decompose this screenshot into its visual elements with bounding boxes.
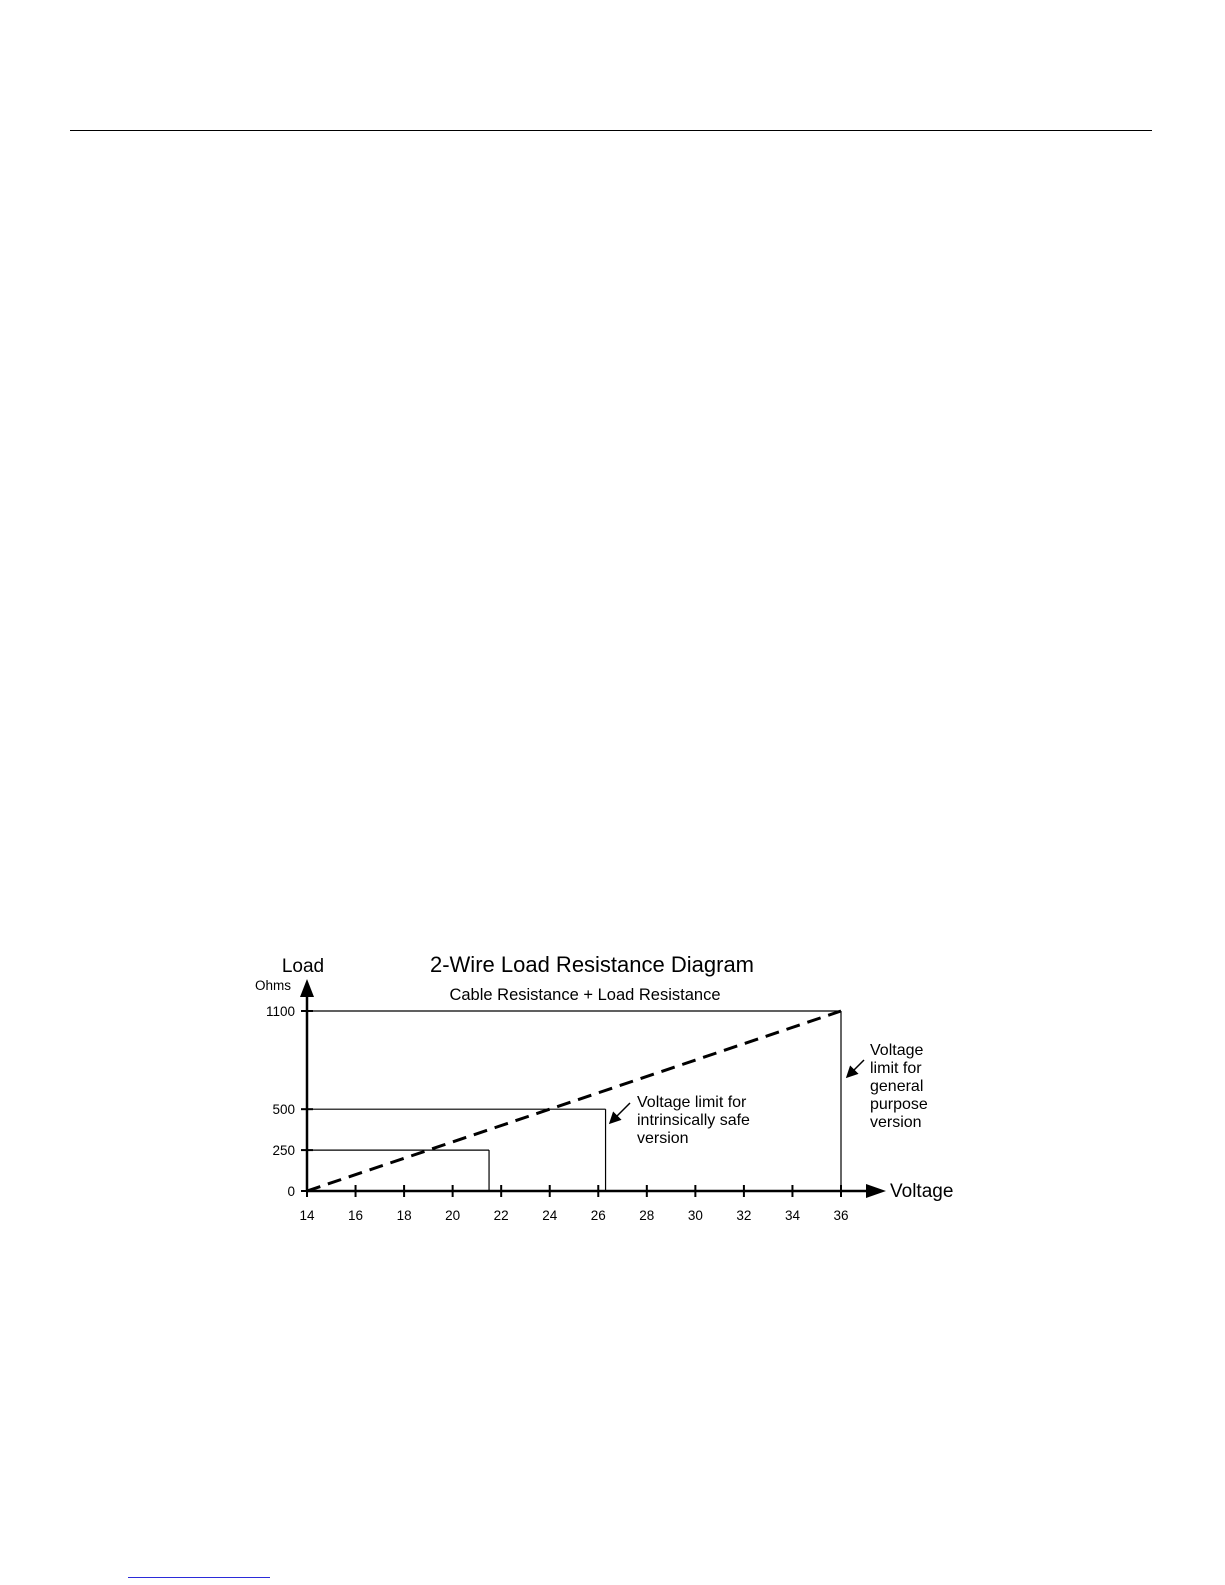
intrinsically-safe-line-3: version [637, 1130, 689, 1147]
general-purpose-line-5: version [870, 1114, 922, 1131]
x-tick-label-32: 32 [736, 1208, 752, 1223]
load-resistance-chart [240, 945, 980, 1235]
x-axis-arrow [866, 1184, 886, 1198]
x-tick-label-30: 30 [687, 1208, 703, 1223]
intrinsically-safe-line-2: intrinsically safe [637, 1112, 750, 1129]
axes [300, 979, 886, 1198]
y-tick-label-1100: 1100 [265, 1004, 295, 1019]
x-tick-label-28: 28 [639, 1208, 655, 1223]
intrinsically-safe-annotation [611, 1094, 754, 1147]
y-tick-label-500: 500 [272, 1102, 295, 1118]
y-axis-label: Load [281, 956, 325, 977]
y-tick-label-0: 0 [287, 1184, 295, 1199]
x-tick-label-24: 24 [542, 1208, 558, 1223]
x-tick-label-36: 36 [833, 1208, 849, 1223]
series-line-0 [307, 1011, 841, 1191]
y-tick-label-250: 250 [272, 1143, 295, 1159]
footer-link-underline [128, 1577, 270, 1578]
intrinsically-safe-arrow [611, 1103, 630, 1122]
x-tick-label-16: 16 [348, 1208, 364, 1223]
x-tick-label-18: 18 [396, 1208, 412, 1223]
x-tick-label-26: 26 [590, 1208, 606, 1223]
general-purpose-arrow [848, 1060, 864, 1076]
y-axis-arrow [300, 979, 314, 997]
chart-subtitle: Cable Resistance + Load Resistance [449, 986, 721, 1004]
x-tick-label-20: 20 [445, 1208, 461, 1223]
intrinsically-safe-note [637, 1094, 754, 1147]
general-purpose-note [870, 1042, 932, 1131]
intrinsically-safe-line-1: Voltage limit for [637, 1094, 747, 1111]
x-tick-label-14: 14 [299, 1208, 315, 1223]
y-axis-unit: Ohms [254, 978, 292, 993]
x-tick-label-22: 22 [493, 1208, 509, 1223]
general-purpose-line-4: purpose [870, 1096, 928, 1113]
general-purpose-annotation [848, 1042, 932, 1131]
reference-lines [307, 1011, 841, 1191]
series-layer [307, 1011, 841, 1191]
header-rule [70, 130, 1152, 131]
general-purpose-line-2: limit for [870, 1060, 922, 1077]
general-purpose-line-3: general [870, 1078, 924, 1095]
x-axis-label: Voltage [890, 1181, 954, 1202]
chart-title: 2-Wire Load Resistance Diagram [429, 952, 755, 977]
general-purpose-line-1: Voltage [870, 1042, 924, 1059]
x-tick-label-34: 34 [784, 1208, 800, 1223]
